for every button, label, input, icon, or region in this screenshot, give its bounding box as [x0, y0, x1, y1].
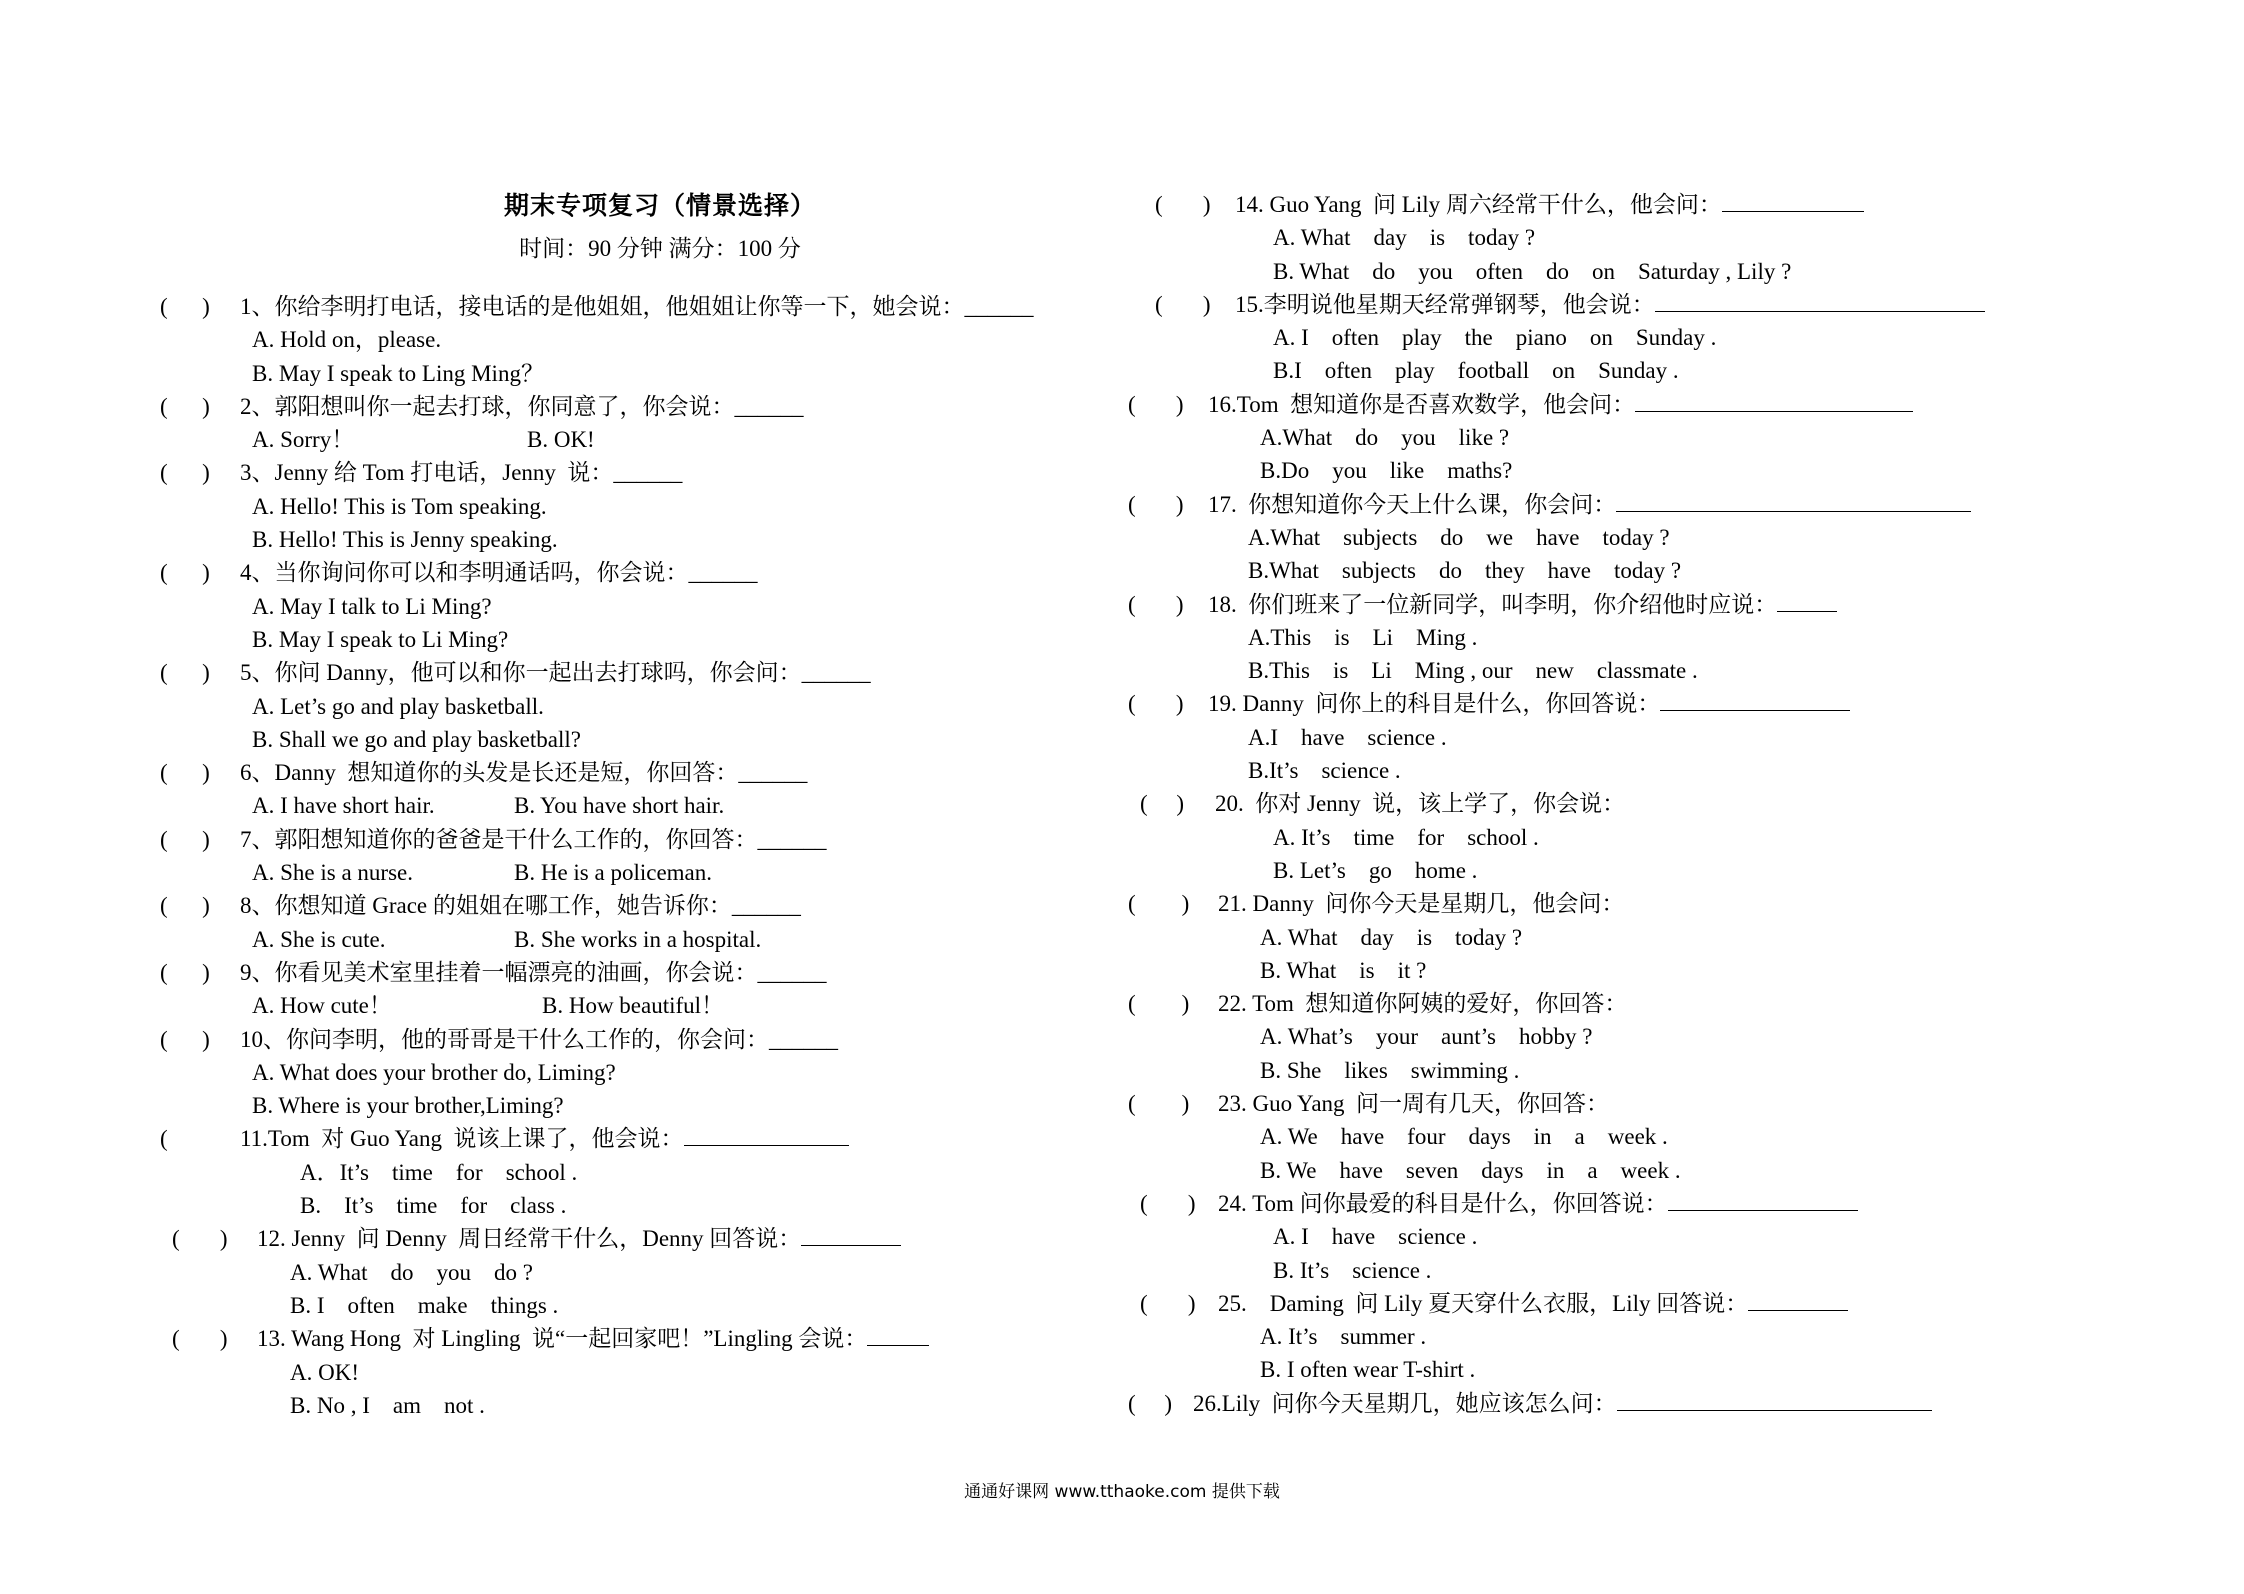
option-b: B. It’s time for class .: [300, 1193, 567, 1219]
answer-paren-left: (: [160, 893, 168, 919]
answer-paren-right: ): [202, 826, 210, 852]
answer-blank: [1655, 289, 1985, 312]
question-stem: 12. Jenny 问 Denny 周日经常干什么，Denny 回答说：: [257, 1226, 802, 1252]
left-column: [160, 290, 1150, 1422]
question-stem: 19. Danny 问你上的科目是什么，你回答说：: [1208, 691, 1661, 717]
time-score-info: 时间：90 分钟 满分：100 分: [519, 236, 801, 261]
option-a: A. What do you do ?: [290, 1259, 533, 1285]
answer-paren-left: (: [1140, 1190, 1148, 1216]
question-25: [1128, 1287, 2128, 1320]
answer-paren-right: ): [202, 660, 210, 686]
answer-paren-left: (: [1128, 1390, 1136, 1416]
option-b: B.This is Li Ming , our new classmate .: [1248, 658, 1698, 684]
question-22: [1128, 987, 2128, 1020]
question-stem: 7、郭阳想知道你的爸爸是干什么工作的，你回答：______: [240, 826, 827, 852]
option-b: B. We have seven days in a week .: [1260, 1157, 1681, 1183]
option-b: B. May I speak to Ling Ming？: [252, 360, 544, 386]
question-stem: 3、Jenny 给 Tom 打电话，Jenny 说：______: [240, 460, 683, 486]
question-stem: 18. 你们班来了一位新同学，叫李明，你介绍他时应说：: [1208, 591, 1778, 617]
answer-blank: [684, 1123, 849, 1146]
answer-blank: [1616, 489, 1971, 512]
question-stem: 10、你问李明，他的哥哥是干什么工作的，你会问：______: [240, 1026, 838, 1052]
answer-paren-left: (: [160, 1126, 168, 1152]
option-b: B.It’s science .: [1248, 758, 1401, 784]
option-a: A. She is a nurse.: [252, 860, 413, 886]
answer-paren-left: (: [1155, 192, 1163, 217]
question-6: [160, 756, 1150, 789]
option-a: A. Let’s go and play basketball.: [252, 693, 544, 719]
question-stem: 26.Lily 问你今天星期几，她应该怎么问：: [1193, 1390, 1617, 1416]
answer-paren-right: ): [1202, 291, 1211, 317]
option-a: A.This is Li Ming .: [1248, 624, 1478, 650]
footer-credit: 通通好课网 www.tthaoke.com 提供下载: [964, 1482, 1280, 1502]
option-a: A. I have science .: [1273, 1224, 1478, 1250]
answer-paren-left: (: [1128, 891, 1136, 917]
option-b: B. You have short hair.: [514, 793, 725, 819]
option-a: A. Hold on，please.: [252, 327, 442, 353]
question-14: [1128, 188, 2128, 221]
question-stem: 22. Tom 想知道你阿姨的爱好，你回答：: [1218, 991, 1628, 1017]
option-b: B. Where is your brother,Liming?: [252, 1093, 564, 1119]
answer-paren-right: ): [202, 294, 210, 319]
answer-blank: [1777, 589, 1837, 612]
question-12: [160, 1222, 1150, 1255]
answer-paren-left: (: [172, 1326, 180, 1352]
option-b: B. She likes swimming .: [1260, 1057, 1520, 1083]
question-stem: 25. Daming 问 Lily 夏天穿什么衣服，Lily 回答说：: [1218, 1290, 1749, 1316]
question-11: [160, 1122, 1150, 1155]
answer-paren-left: (: [160, 393, 168, 419]
answer-blank: [801, 1223, 901, 1246]
answer-paren-right: ): [1181, 1091, 1190, 1117]
option-a: A. OK!: [290, 1359, 359, 1385]
question-3: [160, 456, 1150, 489]
answer-blank: [1748, 1288, 1848, 1311]
answer-paren-right: ): [202, 959, 210, 985]
answer-paren-left: (: [172, 1226, 180, 1252]
question-1: [160, 290, 1150, 323]
question-stem: 1、你给李明打电话，接电话的是他姐姐，他姐姐让你等一下，她会说：______: [240, 294, 1034, 319]
question-stem: 4、当你询问你可以和李明通话吗，你会说：______: [240, 560, 758, 586]
answer-paren-right: ): [202, 393, 210, 419]
question-23: [1128, 1087, 2128, 1120]
answer-blank: [1635, 389, 1913, 412]
option-b: B. I often make things .: [290, 1292, 559, 1318]
answer-paren-right: ): [202, 560, 210, 586]
answer-paren-right: ): [1176, 791, 1185, 817]
answer-blank: [1617, 1388, 1932, 1411]
question-stem: 24. Tom 问你最爱的科目是什么，你回答说：: [1218, 1190, 1668, 1216]
option-a: A. I often play the piano on Sunday .: [1273, 325, 1717, 351]
option-b: B. Hello! This is Jenny speaking.: [252, 527, 558, 553]
option-b: B. What is it ?: [1260, 957, 1427, 983]
option-a: A. It’s time for school .: [1273, 824, 1539, 850]
page-title: 期末专项复习（情景选择）: [503, 193, 816, 220]
option-b: B.What subjects do they have today ?: [1248, 558, 1682, 584]
question-19: [1128, 687, 2128, 720]
question-stem: 14. Guo Yang 问 Lily 周六经常干什么，他会问：: [1235, 192, 1722, 217]
answer-paren-right: ): [202, 1026, 210, 1052]
answer-paren-left: (: [160, 826, 168, 852]
option-row: [160, 856, 1150, 889]
answer-paren-right: ): [219, 1226, 228, 1252]
option-a: A.What do you like ?: [1260, 425, 1510, 451]
option-a: A. How cute！: [252, 993, 392, 1019]
answer-paren-left: (: [160, 460, 168, 486]
answer-blank: [1660, 688, 1850, 711]
answer-paren-left: (: [1128, 391, 1136, 417]
option-a: A．It’s time for school .: [300, 1159, 578, 1185]
answer-paren-right: ): [219, 1326, 228, 1352]
option-b: B. It’s science .: [1273, 1257, 1432, 1283]
question-2: [160, 390, 1150, 423]
question-stem: 5、你问 Danny，他可以和你一起出去打球吗，你会问：______: [240, 660, 871, 686]
question-stem: 23. Guo Yang 问一周有几天，你回答：: [1218, 1091, 1610, 1117]
answer-paren-left: (: [160, 294, 168, 319]
question-5: [160, 656, 1150, 689]
question-stem: 8、你想知道 Grace 的姐姐在哪工作，她告诉你：______: [240, 893, 801, 919]
answer-paren-left: (: [1128, 691, 1136, 717]
option-a: A.What subjects do we have today ?: [1248, 524, 1670, 550]
answer-paren-left: (: [1128, 991, 1136, 1017]
answer-paren-left: (: [160, 760, 168, 786]
question-16: [1128, 388, 2128, 421]
option-b: B. She works in a hospital.: [514, 926, 762, 952]
answer-paren-left: (: [1140, 1290, 1148, 1316]
answer-paren-right: ): [202, 460, 210, 486]
question-stem: 11.Tom 对 Guo Yang 说该上课了，他会说：: [240, 1126, 684, 1152]
question-stem: 16.Tom 想知道你是否喜欢数学，他会问：: [1208, 391, 1636, 417]
answer-paren-right: ): [1175, 591, 1184, 617]
question-8: [160, 889, 1150, 922]
answer-paren-left: (: [160, 560, 168, 586]
answer-paren-right: ): [1202, 192, 1211, 217]
option-b: B. How beautiful！: [542, 993, 725, 1019]
question-stem: 21. Danny 问你今天是星期几，他会问：: [1218, 891, 1625, 917]
option-a: A. What’s your aunt’s hobby ?: [1260, 1024, 1593, 1050]
option-a: A. We have four days in a week .: [1260, 1124, 1668, 1150]
question-13: [160, 1322, 1150, 1355]
answer-paren-right: ): [1175, 391, 1184, 417]
option-row: [160, 923, 1150, 956]
option-a: A. Hello! This is Tom speaking.: [252, 493, 547, 519]
answer-paren-left: (: [1128, 591, 1136, 617]
option-row: [160, 423, 1150, 456]
option-b: B. What do you often do on Saturday , Lily ?: [1273, 258, 1792, 284]
option-b: B. May I speak to Li Ming?: [252, 626, 509, 652]
question-9: [160, 956, 1150, 989]
question-stem: 2、郭阳想叫你一起去打球，你同意了，你会说：______: [240, 393, 804, 419]
question-stem: 6、Danny 想知道你的头发是长还是短，你回答：______: [240, 760, 808, 786]
question-stem: 17. 你想知道你今天上什么课，你会问：: [1208, 491, 1617, 517]
answer-blank: [1668, 1188, 1858, 1211]
option-a: A. I have short hair.: [252, 793, 435, 819]
answer-blank: [867, 1323, 929, 1346]
answer-paren-right: ): [1175, 491, 1184, 517]
option-a: A. She is cute.: [252, 926, 386, 952]
question-stem: 9、你看见美术室里挂着一幅漂亮的油画，你会说：______: [240, 959, 827, 985]
question-15: [1128, 288, 2128, 321]
option-a: A. May I talk to Li Ming?: [252, 593, 492, 619]
answer-paren-left: (: [1128, 1091, 1136, 1117]
worksheet-header: [0, 186, 1320, 263]
answer-paren-left: (: [160, 660, 168, 686]
question-26: [1128, 1387, 2128, 1420]
answer-paren-right: ): [202, 893, 210, 919]
option-b: B. Let’s go home .: [1273, 857, 1478, 883]
option-b: B. No , I am not .: [290, 1392, 485, 1418]
answer-paren-right: ): [1187, 1190, 1196, 1216]
answer-paren-right: ): [1181, 891, 1190, 917]
question-7: [160, 823, 1150, 856]
option-a: A. What day is today ?: [1273, 225, 1536, 251]
answer-paren-right: ): [1175, 691, 1184, 717]
question-17: [1128, 488, 2128, 521]
option-a: A. What day is today ?: [1260, 924, 1523, 950]
option-b: B. Shall we go and play basketball?: [252, 726, 581, 752]
answer-paren-left: (: [1128, 491, 1136, 517]
option-a: A. What does your brother do, Liming?: [252, 1059, 616, 1085]
answer-paren-left: (: [1140, 791, 1148, 817]
option-row: [160, 789, 1150, 822]
question-stem: 20. 你对 Jenny 说，该上学了，你会说：: [1215, 791, 1626, 817]
question-24: [1128, 1187, 2128, 1220]
answer-paren-right: ): [1181, 991, 1190, 1017]
question-4: [160, 556, 1150, 589]
option-b: B.Do you like maths?: [1260, 458, 1513, 484]
question-10: [160, 1023, 1150, 1056]
option-b: B. I often wear T-shirt .: [1260, 1357, 1476, 1383]
answer-paren-left: (: [160, 959, 168, 985]
question-21: [1128, 887, 2128, 920]
question-20: [1128, 787, 2128, 820]
option-row: [160, 989, 1150, 1022]
answer-paren-left: (: [160, 1026, 168, 1052]
option-b: B. OK!: [527, 427, 595, 453]
answer-paren-right: ): [1164, 1390, 1173, 1416]
option-b: B. He is a policeman.: [514, 860, 713, 886]
option-a: A. It’s summer .: [1260, 1324, 1427, 1350]
question-stem: 15.李明说他星期天经常弹钢琴，他会说：: [1235, 291, 1655, 317]
answer-paren-right: ): [202, 760, 210, 786]
option-b: B.I often play football on Sunday .: [1273, 358, 1679, 384]
option-a: A. Sorry！: [252, 427, 355, 453]
question-18: [1128, 588, 2128, 621]
answer-paren-right: ): [1187, 1290, 1196, 1316]
answer-blank: [1722, 189, 1864, 212]
right-column: [1128, 188, 2128, 1420]
answer-paren-left: (: [1155, 291, 1163, 317]
option-a: A.I have science .: [1248, 724, 1447, 750]
question-stem: 13. Wang Hong 对 Lingling 说“一起回家吧！”Lingling 会说：: [257, 1326, 868, 1352]
